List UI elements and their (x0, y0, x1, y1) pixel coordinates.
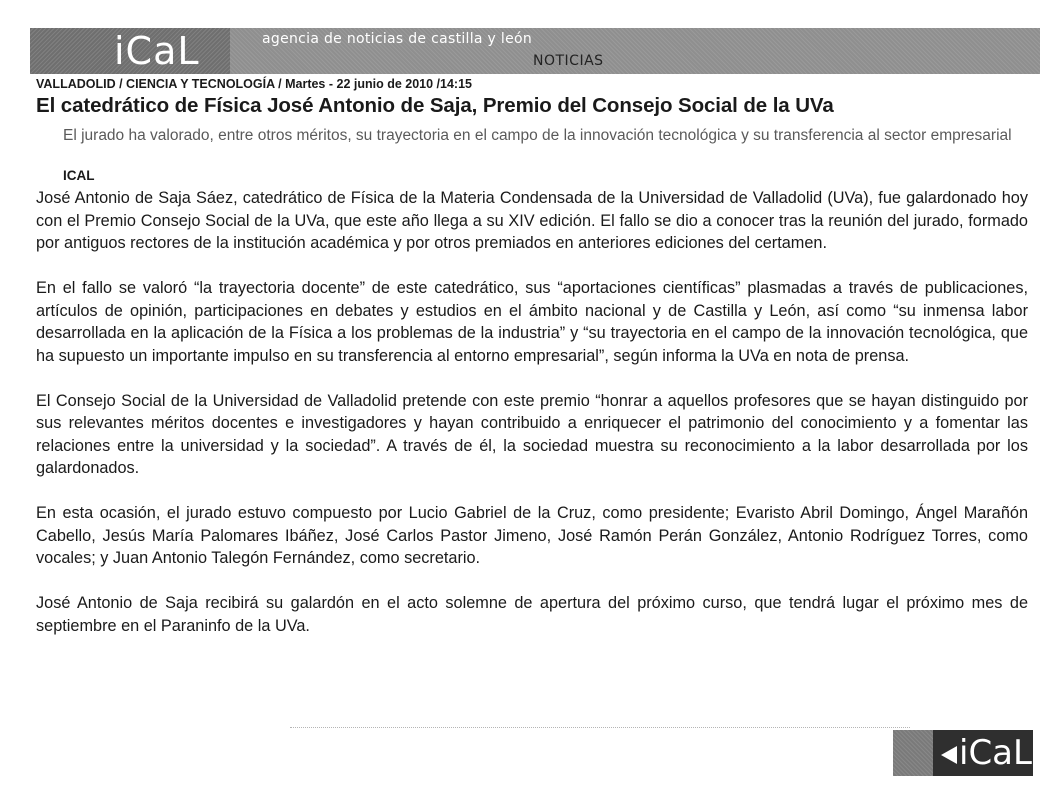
ical-logo: iCaL (114, 29, 200, 73)
body-paragraph: José Antonio de Saja recibirá su galardón en el acto solemne de apertura del próximo curso, que tendrá lugar el próximo mes de septiembre en el Paraninfo de la UVa. (36, 594, 1028, 635)
article-headline: El catedrático de Física José Antonio de Saja, Premio del Consejo Social de la UVa (36, 94, 834, 117)
body-paragraph: En esta ocasión, el jurado estuvo compuesto por Lucio Gabriel de la Cruz, como presidente; Evaristo Abril Domingo, Ángel Marañón Cabello, Jesús María Palomares Ibáñez, José Carlos Pastor Jimeno, José Ramón Perán González, Antonio Rodríguez Torres, como vocales; y Juan Antonio Talegón Fernández, como secretario. (36, 504, 1028, 567)
body-paragraph: José Antonio de Saja Sáez, catedrático de Física de la Materia Condensada de la Universidad de Valladolid (UVa), fue galardonado hoy con el Premio Consejo Social de la UVa, que este año llega a su XIV edición. El fallo se dio a conocer tras la reunión del jurado, formado por antiguos rectores de la institución académica y por otros premiados en anteriores ediciones del certamen. (36, 189, 1028, 252)
body-paragraph: En el fallo se valoró “la trayectoria docente” de este catedrático, sus “aportaciones científicas” plasmadas a través de publicaciones, artículos de opinión, participaciones en debates y estudios en el ámbito nacional y de Castilla y León, así como “su inmensa labor desarrollada en la aplicación de la Física a los problemas de la industria” y “su trayectoria en el campo de la innovación tecnológica, que ha supuesto un importante impulso en su transferencia al entorno empresarial”, según informa la UVa en nota de prensa. (36, 279, 1028, 365)
masthead-banner (30, 28, 1040, 74)
footer-divider (290, 727, 910, 728)
section-label: NOTICIAS (533, 53, 604, 69)
footer-ical-logo: iCaL (959, 733, 1032, 773)
agency-tagline: agencia de noticias de castilla y león (262, 31, 533, 47)
article-subtitle: El jurado ha valorado, entre otros méritos, su trayectoria en el campo de la innovación tecnológica y su transferencia al sector empresarial (63, 127, 1012, 144)
article-byline: ICAL (63, 168, 95, 183)
arrow-left-icon (941, 746, 957, 764)
body-paragraph: El Consejo Social de la Universidad de Valladolid pretende con este premio “honrar a aquellos profesores que se hayan distinguido por sus relevantes méritos docentes e investigadores y hayan contribuido a enriquecer el patrimonio del conocimiento y a fomentar las relaciones entre la universidad y la sociedad”. A través de él, la sociedad muestra su reconocimiento a la labor desarrollada por los galardonados. (36, 391, 1028, 477)
article-meta: VALLADOLID / CIENCIA Y TECNOLOGÍA / Martes - 22 junio de 2010 /14:15 (36, 77, 472, 91)
article-body (36, 187, 1028, 660)
footer-logo-block (893, 730, 1033, 776)
